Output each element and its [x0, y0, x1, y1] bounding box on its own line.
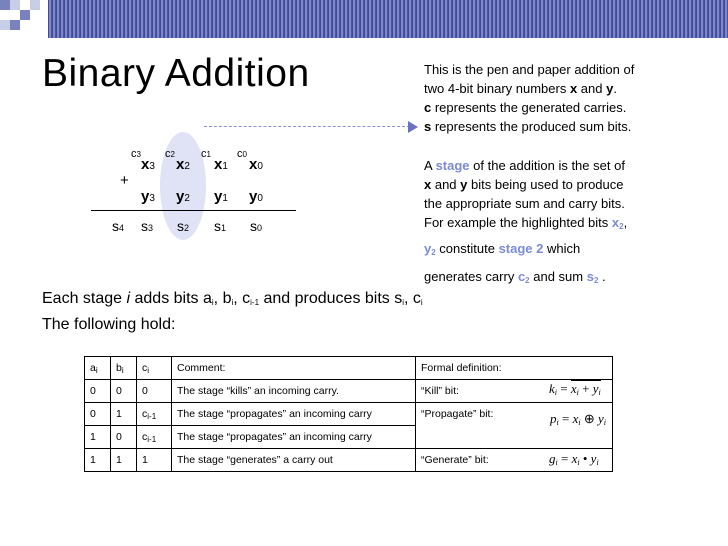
- table-cell: “Kill” bit:: [416, 380, 613, 403]
- note-text: and sum: [529, 269, 587, 284]
- sum-bit: s4: [112, 218, 125, 234]
- note-text: s: [586, 269, 594, 284]
- table-header-cell: Formal definition:: [416, 357, 613, 380]
- table-cell: $c_{i-1}$: [137, 403, 172, 426]
- note-line: [424, 213, 714, 236]
- table-cell: The stage “propagates” an incoming carry: [172, 426, 416, 449]
- note-text: y: [424, 241, 432, 256]
- propagate-formula: $p_i = x_i$ ⊕ $y_i$: [550, 411, 607, 427]
- plus-sign: +: [120, 172, 129, 189]
- carry-bit: c1: [201, 148, 211, 160]
- table-header-row: [85, 357, 613, 380]
- table-header-cell: $c_i$: [137, 357, 172, 380]
- note-text: c: [517, 269, 526, 284]
- corner-square: [0, 0, 10, 10]
- note-text: two 4-bit binary numbers: [424, 81, 570, 96]
- table-row: [85, 449, 613, 472]
- note-block: [424, 60, 714, 136]
- table-header-cell: $a_i$: [85, 357, 111, 380]
- y-bit: y3: [141, 188, 155, 205]
- note-text: x: [569, 81, 578, 96]
- truth-table: [84, 356, 613, 472]
- y-bit: y2: [176, 188, 190, 205]
- sum-bit: s1: [214, 218, 227, 234]
- note-line: [424, 156, 714, 175]
- table-cell: 1: [137, 449, 172, 472]
- corner-square: [20, 10, 30, 20]
- note-text: .: [613, 81, 617, 96]
- note-text: stage 2: [498, 241, 544, 256]
- sum-rule-line: [91, 210, 296, 211]
- note-line: [424, 117, 714, 136]
- note-line: [424, 239, 714, 262]
- table-cell: “Generate” bit:: [416, 449, 613, 472]
- y-bit: y1: [214, 188, 228, 205]
- body-line-hold: The following hold:: [42, 316, 176, 333]
- note-text: y: [460, 177, 468, 192]
- note-text: .: [598, 269, 606, 284]
- table-cell: 0: [85, 403, 111, 426]
- note-text: x: [611, 215, 620, 230]
- note-text: stage: [435, 158, 470, 173]
- table-cell: 1: [111, 449, 137, 472]
- note-text: ,: [623, 215, 628, 230]
- note-text: A: [424, 158, 436, 173]
- generate-formula: $g_i = x_i$ • $y_i$: [549, 451, 599, 467]
- table-cell: $c_{i-1}$: [137, 426, 172, 449]
- dashed-arrow-line: [204, 126, 410, 127]
- table-cell: 0: [85, 380, 111, 403]
- note-text: which: [543, 241, 581, 256]
- sum-bit: s3: [141, 218, 154, 234]
- note-line: This is the pen and paper addition of: [424, 62, 635, 77]
- note-line: the appropriate sum and carry bits.: [424, 196, 625, 211]
- table-cell: 0: [111, 380, 137, 403]
- corner-square: [10, 0, 20, 10]
- table-cell: 1: [111, 403, 137, 426]
- y-bit: y0: [249, 188, 263, 205]
- corner-square: [10, 20, 20, 30]
- table-cell: 1: [85, 426, 111, 449]
- table-header-cell: $b_i$: [111, 357, 137, 380]
- x-bit: x0: [249, 156, 263, 173]
- note-text: represents the produced sum bits.: [431, 119, 632, 134]
- note-text: represents the generated carries.: [431, 100, 627, 115]
- body-line-stage: Each stage i adds bits $a_i$, $b_i$, $c_{i-1}$ and produces bits $s_i$, $c_i$: [42, 290, 423, 307]
- note-text: 2: [431, 248, 436, 257]
- note-text: For example the highlighted bits: [424, 215, 612, 230]
- table-row: [85, 403, 613, 426]
- table-cell: The stage “kills” an incoming carry.: [172, 380, 416, 403]
- sum-bit: s2: [177, 218, 190, 234]
- note-text: y: [606, 81, 614, 96]
- note-text: and: [431, 177, 461, 192]
- carry-bit: c0: [237, 148, 247, 160]
- note-text: generates carry: [424, 269, 518, 284]
- header-band: [48, 0, 728, 38]
- note-line: [424, 98, 714, 117]
- note-line: [424, 79, 714, 98]
- kill-formula: $k_i = x_i + y_i$: [549, 381, 601, 397]
- table-cell: The stage “propagates” an incoming carry: [172, 403, 416, 426]
- note-text: x: [424, 177, 432, 192]
- note-text: of the addition is the set of: [469, 158, 625, 173]
- note-line: [424, 175, 714, 194]
- table-cell: The stage “generates” a carry out: [172, 449, 416, 472]
- table-row: [85, 380, 613, 403]
- note-text: c: [424, 100, 432, 115]
- note-line: [424, 267, 714, 290]
- table-cell: 0: [137, 380, 172, 403]
- table-cell: “Propagate” bit:: [416, 403, 613, 449]
- x-bit: x3: [141, 156, 155, 173]
- x-bit: x2: [176, 156, 190, 173]
- sum-bit: s0: [250, 218, 263, 234]
- slide-title: Binary Addition: [42, 52, 310, 95]
- note-text: s: [424, 119, 432, 134]
- note-text: 2: [593, 276, 599, 285]
- table-cell: 0: [111, 426, 137, 449]
- note-text: and: [577, 81, 607, 96]
- note-text: bits being used to produce: [467, 177, 624, 192]
- note-text: constitute: [435, 241, 499, 256]
- corner-square: [0, 20, 10, 30]
- corner-square: [30, 0, 40, 10]
- carry-bit: c2: [165, 148, 175, 160]
- x-bit: x1: [214, 156, 228, 173]
- arrow-head-icon: [408, 121, 418, 133]
- table-header-cell: Comment:: [172, 357, 416, 380]
- stage-note-block: [424, 156, 714, 290]
- carry-bit: c3: [131, 148, 141, 160]
- table-cell: 1: [85, 449, 111, 472]
- note-text: 2: [619, 222, 624, 231]
- note-text: 2: [525, 276, 530, 285]
